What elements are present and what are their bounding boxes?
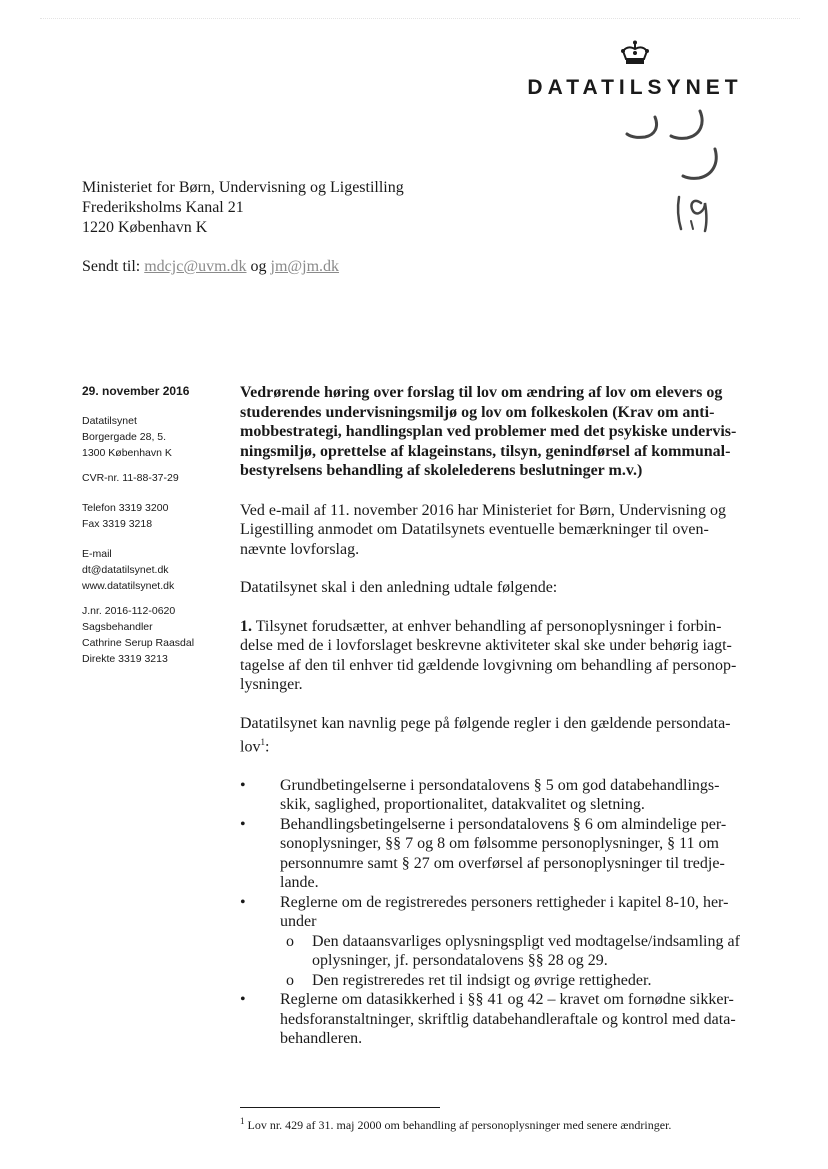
case-handler-direct: Direkte 3319 3213 (82, 653, 168, 665)
subject-line: mobbestrategi, handlingsplan ved problemer med det psykiske undervis- (240, 423, 737, 440)
intro-line: Ved e-mail af 11. november 2016 har Ministeriet for Børn, Undervisning og (240, 501, 726, 519)
subject-line: studerendes undervisningsmiljø og lov om folkeskolen (Krav om anti- (240, 403, 715, 421)
case-handler-label: Sagsbehandler (82, 621, 153, 633)
sublist-item-line: Den dataansvarliges oplysningspligt ved modtagelse/indsamling af (312, 932, 740, 950)
subject-line: ningsmiljø, oprettelse af klageinstans, tilsyn, genindførsel af kommunal- (240, 442, 731, 460)
logo-wordmark: DATATILSYNET (527, 76, 743, 99)
sent-to-line (82, 258, 339, 276)
list-item-line: personnumre samt § 27 om overførsel af personoplysninger til tredje- (280, 854, 725, 872)
circle-bullet-icon: o (286, 971, 294, 989)
bullet-icon: • (240, 776, 246, 794)
scan-edge-line (40, 18, 800, 19)
footnote-text: Lov nr. 429 af 31. maj 2000 om behandling af personoplysninger med senere ændringer. (247, 1118, 672, 1132)
sublist-item (280, 971, 760, 991)
list-item-line: Grundbetingelserne i persondatalovens § 5 om god databehandlings- (280, 776, 720, 794)
letter-subject (240, 383, 760, 481)
case-handler-name: Cathrine Serup Raasdal (82, 637, 195, 649)
rights-sublist (280, 932, 760, 991)
list-item-line: lande. (280, 874, 319, 892)
intro-paragraph (240, 501, 760, 560)
journal-number: J.nr. 2016-112-0620 (82, 605, 176, 617)
sender-fax: Fax 3319 3218 (82, 518, 153, 530)
recipient-address (82, 178, 404, 238)
rules-intro-colon: : (264, 738, 270, 756)
list-item-line: Reglerne om de registreredes personers rettigheder i kapitel 8-10, her- (280, 893, 729, 911)
sublist-item (280, 932, 760, 971)
recipient-name: Ministeriet for Børn, Undervisning og Ligestilling (82, 179, 404, 196)
circle-bullet-icon: o (286, 932, 294, 950)
sender-org: Datatilsynet (82, 415, 137, 427)
sender-email-label: E-mail (82, 548, 112, 560)
handwritten-annotation (615, 105, 735, 245)
datatilsynet-logo (520, 40, 750, 100)
intro-line: Ligestilling anmodet om Datatilsynets eventuelle bemærkninger til oven- (240, 521, 709, 538)
list-item-line: hedsforanstaltninger, skriftlig databehandleraftale og kontrol med data- (280, 1010, 736, 1028)
letter-date: 29. november 2016 (82, 384, 190, 398)
statement-paragraph: Datatilsynet skal i den anledning udtale følgende: (240, 579, 558, 596)
sender-city: 1300 København K (82, 447, 172, 459)
sender-phone: Telefon 3319 3200 (82, 502, 169, 514)
subject-line: bestyrelsens behandling af skolelederens beslutninger m.v.) (240, 462, 643, 479)
footnote-divider (240, 1107, 440, 1108)
list-item (240, 776, 760, 815)
rules-list (240, 776, 760, 1049)
point-1-paragraph (240, 617, 760, 695)
intro-line: nævnte lovforslag. (240, 540, 360, 558)
sender-cvr: CVR-nr. 11-88-37-29 (82, 472, 179, 484)
rules-intro-paragraph (240, 714, 760, 757)
sender-sidebar (82, 383, 222, 667)
sender-street: Borgergade 28, 5. (82, 431, 167, 443)
list-item (240, 815, 760, 893)
footnote-number: 1 (240, 1116, 245, 1126)
rules-intro-line: lov (240, 738, 261, 756)
list-item (240, 893, 760, 991)
letter-body (240, 383, 760, 1049)
sublist-item-line: oplysninger, jf. persondatalovens §§ 28 og 29. (312, 952, 608, 970)
sent-to-label: Sendt til: (82, 258, 141, 275)
point-1-line: delse med de i lovforslaget beskrevne aktiviteter skal ske under behørig iagt- (240, 637, 732, 654)
list-item-line: behandleren. (280, 1030, 363, 1048)
list-item-line: Behandlingsbetingelserne i persondatalovens § 6 om almindelige per- (280, 815, 727, 833)
sender-email[interactable]: dt@datatilsynet.dk (82, 564, 169, 576)
bullet-icon: • (240, 815, 246, 833)
recipient-street: Frederiksholms Kanal 21 (82, 199, 244, 216)
point-1-number: 1. (240, 617, 252, 635)
crown-icon (620, 40, 650, 66)
email-link-uvm[interactable]: mdcjc@uvm.dk (144, 258, 247, 275)
bullet-icon: • (240, 893, 246, 911)
point-1-line: lysninger. (240, 676, 303, 693)
list-item-line: sonoplysninger, §§ 7 og 8 om følsomme personoplysninger, § 11 om (280, 835, 719, 853)
point-1-line: Tilsynet forudsætter, at enhver behandling af personoplysninger i forbin- (255, 617, 722, 635)
recipient-city: 1220 København K (82, 219, 208, 236)
point-1-line: tagelse af den til enhver tid gældende lovgivning om behandling af personop- (240, 656, 737, 674)
list-item (240, 990, 760, 1049)
sender-website[interactable]: www.datatilsynet.dk (82, 580, 175, 592)
footnote (240, 1116, 671, 1133)
subject-line: Vedrørende høring over forslag til lov om ændring af lov om elevers og (240, 384, 723, 401)
footnote-reference[interactable]: 1 (260, 737, 265, 747)
list-item-line: skik, saglighed, proportionalitet, datakvalitet og sletning. (280, 796, 645, 814)
list-item-line: Reglerne om datasikkerhed i §§ 41 og 42 – kravet om fornødne sikker- (280, 991, 734, 1009)
bullet-icon: • (240, 991, 246, 1009)
email-link-jm[interactable]: jm@jm.dk (270, 258, 340, 275)
sent-to-connector: og (250, 258, 267, 275)
list-item-line: under (280, 913, 317, 931)
rules-intro-line: Datatilsynet kan navnlig pege på følgende regler i den gældende persondata- (240, 714, 731, 732)
sublist-item-line: Den registreredes ret til indsigt og øvrige rettigheder. (312, 971, 652, 989)
